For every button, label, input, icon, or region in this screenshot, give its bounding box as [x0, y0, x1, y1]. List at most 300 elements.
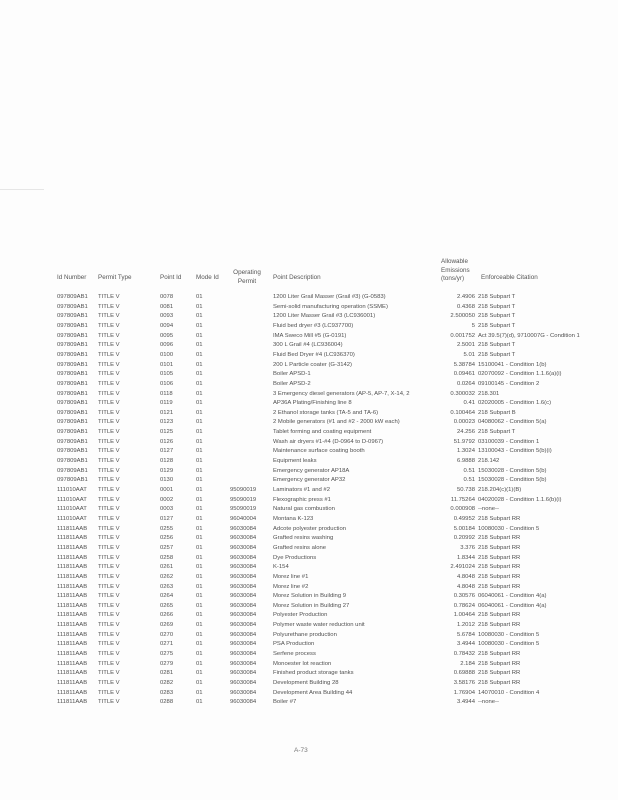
cell-allowable-emissions: 0.0264: [456, 380, 475, 387]
cell-permit-type: TITLE V: [98, 371, 120, 378]
cell-mode-id: 01: [196, 342, 203, 349]
cell-id-number: 111811AAB: [57, 583, 88, 590]
cell-allowable-emissions: 0.41: [463, 400, 475, 407]
cell-id-number: 097809AB1: [57, 400, 88, 407]
cell-point-description: Polyurethane production: [273, 631, 337, 638]
cell-allowable-emissions: 2.4906: [456, 294, 475, 300]
cell-point-description: Fluid Bed Dryer #4 (LC936370): [273, 351, 355, 358]
cell-point-description: Development Area Building 44: [273, 689, 353, 696]
cell-operating-permit: 96030084: [230, 689, 257, 696]
cell-id-number: 111010AAT: [57, 515, 87, 522]
header-mode-id: Mode Id: [196, 274, 219, 281]
table-row: [0, 438, 618, 446]
cell-enforceable-citation: 218 Subpart RR: [478, 583, 521, 590]
cell-point-id: 0003: [160, 506, 174, 513]
cell-point-description: Grafted resins washing: [273, 535, 334, 542]
cell-permit-type: TITLE V: [98, 448, 120, 455]
cell-allowable-emissions: 0.30576: [453, 593, 475, 600]
cell-point-description: Polymer waste water reduction unit: [273, 622, 365, 629]
cell-allowable-emissions: 0.100464: [450, 409, 475, 416]
cell-point-id: 0094: [160, 322, 174, 329]
margin-rule: [0, 189, 44, 190]
cell-point-id: 0261: [160, 564, 174, 571]
cell-permit-type: TITLE V: [98, 583, 120, 590]
cell-permit-type: TITLE V: [98, 467, 120, 474]
cell-id-number: 111811AAB: [57, 564, 88, 571]
cell-permit-type: TITLE V: [98, 680, 120, 686]
cell-allowable-emissions: 50.738: [456, 487, 475, 493]
cell-enforceable-citation: 13100043 - Condition 5(b)(i): [478, 448, 552, 455]
cell-operating-permit: 95090019: [230, 496, 257, 503]
cell-point-id: 0269: [160, 622, 174, 629]
cell-point-id: 0100: [160, 351, 174, 358]
cell-point-description: 2 Ethanol storage tanks (TA-5 and TA-6): [273, 409, 379, 416]
cell-point-id: 0130: [160, 477, 174, 484]
cell-allowable-emissions: 0.78432: [453, 651, 475, 658]
cell-allowable-emissions: 11.75264: [450, 496, 475, 503]
cell-operating-permit: 96030084: [230, 631, 257, 638]
cell-point-description: Emergency generator AP18A: [273, 467, 350, 474]
cell-id-number: 111811AAB: [57, 554, 88, 561]
cell-point-description: Monoester lot reaction: [273, 660, 332, 667]
cell-mode-id: 01: [196, 438, 203, 445]
table-row: [0, 544, 618, 552]
cell-point-id: 0271: [160, 641, 174, 648]
cell-point-id: 0128: [160, 458, 174, 465]
cell-point-id: 0093: [160, 313, 174, 320]
cell-enforceable-citation: --none--: [478, 506, 499, 513]
cell-id-number: 097809AB1: [57, 371, 88, 378]
cell-point-id: 0106: [160, 380, 174, 387]
cell-operating-permit: 96030084: [230, 525, 257, 532]
table-row: [0, 583, 618, 591]
cell-allowable-emissions: 4.8048: [456, 583, 475, 590]
cell-allowable-emissions: 51.9792: [453, 438, 475, 445]
cell-mode-id: 01: [196, 294, 203, 300]
cell-permit-type: TITLE V: [98, 506, 120, 513]
cell-mode-id: 01: [196, 631, 203, 638]
page-number: A-73: [294, 747, 308, 754]
cell-point-id: 0119: [160, 400, 173, 407]
cell-operating-permit: 96030084: [230, 612, 257, 619]
cell-enforceable-citation: 218 Subpart T: [478, 294, 516, 300]
cell-enforceable-citation: 218 Subpart T: [478, 351, 516, 358]
cell-mode-id: 01: [196, 506, 203, 513]
table-row: [0, 525, 618, 533]
cell-mode-id: 01: [196, 322, 203, 329]
cell-point-description: K-154: [273, 564, 289, 571]
cell-allowable-emissions: 5.6784: [456, 631, 475, 638]
cell-point-id: 0263: [160, 583, 174, 590]
cell-allowable-emissions: 24.256: [456, 429, 475, 436]
cell-permit-type: TITLE V: [98, 361, 120, 368]
table-row: [0, 380, 618, 388]
cell-allowable-emissions: 0.20992: [453, 535, 475, 542]
cell-point-id: 0264: [160, 593, 174, 600]
cell-mode-id: 01: [196, 660, 203, 667]
cell-operating-permit: 96030084: [230, 602, 257, 609]
cell-enforceable-citation: 218 Subpart RR: [478, 680, 521, 686]
cell-allowable-emissions: 0.69888: [453, 670, 475, 677]
cell-permit-type: TITLE V: [98, 390, 120, 397]
cell-id-number: 111811AAB: [57, 593, 88, 600]
cell-id-number: 097809AB1: [57, 419, 88, 426]
cell-mode-id: 01: [196, 332, 203, 339]
cell-mode-id: 01: [196, 651, 203, 658]
cell-permit-type: TITLE V: [98, 544, 120, 551]
table-row: [0, 457, 618, 465]
cell-point-description: Flexographic press #1: [273, 496, 331, 503]
cell-operating-permit: 96030084: [230, 641, 257, 648]
cell-point-description: AP36A Plating/Finishing line 8: [273, 400, 352, 407]
cell-id-number: 111811AAB: [57, 641, 88, 648]
cell-id-number: 097809AB1: [57, 313, 88, 320]
cell-point-id: 0266: [160, 612, 174, 619]
cell-enforceable-citation: 218 Subpart RR: [478, 515, 521, 522]
cell-enforceable-citation: 218 Subpart RR: [478, 573, 521, 580]
cell-point-description: Laminators #1 and #2: [273, 487, 330, 493]
cell-mode-id: 01: [196, 371, 203, 378]
cell-enforceable-citation: 218 Subpart RR: [478, 622, 521, 629]
cell-point-id: 0129: [160, 467, 174, 474]
cell-permit-type: TITLE V: [98, 622, 120, 629]
cell-point-description: Equipment leaks: [273, 458, 317, 465]
cell-operating-permit: 96030084: [230, 622, 257, 629]
cell-allowable-emissions: 2.491024: [450, 564, 475, 571]
cell-enforceable-citation: 218 Subpart RR: [478, 554, 521, 561]
table-row: [0, 554, 618, 562]
cell-operating-permit: 96030084: [230, 593, 257, 600]
cell-permit-type: TITLE V: [98, 458, 120, 465]
cell-operating-permit: 96030084: [230, 535, 257, 542]
table-row: [0, 660, 618, 668]
cell-point-id: 0105: [160, 371, 174, 378]
table-row: [0, 486, 618, 494]
cell-mode-id: 01: [196, 641, 203, 648]
header-id-number: Id Number: [57, 274, 87, 281]
cell-point-description: Finished product storage tanks: [273, 670, 354, 677]
table-row: [0, 293, 618, 301]
cell-enforceable-citation: 218.142: [478, 458, 500, 465]
cell-point-id: 0118: [160, 390, 173, 397]
cell-point-id: 0255: [160, 525, 174, 532]
cell-allowable-emissions: 0.78624: [453, 602, 475, 609]
cell-allowable-emissions: 2.500050: [450, 313, 475, 320]
table-row: [0, 390, 618, 398]
cell-id-number: 111010AAT: [57, 506, 87, 513]
cell-enforceable-citation: 15030028 - Condition 5(b): [478, 477, 547, 484]
cell-id-number: 111811AAB: [57, 699, 88, 706]
cell-allowable-emissions: 0.000908: [450, 506, 475, 513]
cell-permit-type: TITLE V: [98, 660, 120, 667]
cell-point-description: 1200 Liter Masser Grail #3 (LC936001): [273, 313, 376, 320]
table-header: [0, 258, 618, 292]
cell-enforceable-citation: 218 Subpart T: [478, 429, 516, 436]
table-row: [0, 351, 618, 359]
table-row: [0, 515, 618, 523]
cell-allowable-emissions: 0.00023: [453, 419, 475, 426]
cell-enforceable-citation: 218 Subpart RR: [478, 544, 521, 551]
cell-mode-id: 01: [196, 303, 203, 310]
cell-permit-type: TITLE V: [98, 400, 120, 407]
cell-id-number: 097809AB1: [57, 409, 88, 416]
cell-point-id: 0281: [160, 670, 174, 677]
cell-enforceable-citation: 218 Subpart T: [478, 303, 516, 310]
cell-mode-id: 01: [196, 467, 203, 474]
cell-id-number: 111811AAB: [57, 680, 88, 686]
cell-point-id: 0265: [160, 602, 174, 609]
cell-enforceable-citation: 09100145 - Condition 2: [478, 380, 540, 387]
cell-allowable-emissions: 2.184: [460, 660, 475, 667]
cell-mode-id: 01: [196, 380, 203, 387]
table-row: [0, 303, 618, 311]
cell-enforceable-citation: 02020005 - Condition 1.6(c): [478, 400, 552, 407]
cell-allowable-emissions: 0.51: [463, 467, 475, 474]
cell-permit-type: TITLE V: [98, 699, 120, 706]
cell-enforceable-citation: Act 39.5(7)(d), 9710007G - Condition 1: [478, 332, 580, 339]
table-row: [0, 602, 618, 610]
cell-point-id: 0257: [160, 544, 174, 551]
cell-point-description: 3 Emergency diesel generators (AP-5, AP-7, X-14, 2: [273, 390, 410, 397]
cell-permit-type: TITLE V: [98, 525, 120, 532]
cell-id-number: 097809AB1: [57, 351, 88, 358]
cell-permit-type: TITLE V: [98, 602, 120, 609]
cell-mode-id: 01: [196, 458, 203, 465]
cell-id-number: 097809AB1: [57, 332, 88, 339]
cell-operating-permit: 96030084: [230, 544, 257, 551]
cell-operating-permit: 96030084: [230, 660, 257, 667]
cell-id-number: 111811AAB: [57, 612, 88, 619]
cell-allowable-emissions: 4.8048: [456, 573, 475, 580]
cell-enforceable-citation: 04080062 - Condition 5(a): [478, 419, 547, 426]
cell-mode-id: 01: [196, 496, 203, 503]
cell-mode-id: 01: [196, 583, 203, 590]
cell-point-description: 300 L Grail #4 (LC936004): [273, 342, 343, 349]
cell-operating-permit: 96030084: [230, 564, 257, 571]
cell-point-id: 0282: [160, 680, 174, 686]
cell-enforceable-citation: 02070092 - Condition 1.1.6(a)(i): [478, 371, 562, 378]
cell-operating-permit: 95090019: [230, 487, 257, 493]
table-row: [0, 640, 618, 648]
cell-allowable-emissions: 0.4368: [456, 303, 475, 310]
table-row: [0, 361, 618, 369]
cell-point-description: Wash air dryers #1-#4 (D-0964 to D-0967): [273, 438, 384, 445]
cell-allowable-emissions: 3.376: [460, 544, 475, 551]
cell-enforceable-citation: 10080030 - Condition 5: [478, 641, 540, 648]
cell-allowable-emissions: 1.2012: [456, 622, 475, 629]
cell-point-id: 0096: [160, 342, 174, 349]
cell-point-description: Semi-solid manufacturing operation (SSME): [273, 303, 388, 310]
cell-permit-type: TITLE V: [98, 670, 120, 677]
cell-permit-type: TITLE V: [98, 554, 120, 561]
cell-allowable-emissions: 2.5001: [456, 342, 475, 349]
cell-point-id: 0123: [160, 419, 174, 426]
cell-enforceable-citation: 218 Subpart RR: [478, 660, 521, 667]
cell-enforceable-citation: 15100041 - Condition 1(b): [478, 361, 547, 368]
cell-point-id: 0262: [160, 573, 174, 580]
cell-point-description: Emergency generator AP32: [273, 477, 346, 484]
cell-enforceable-citation: 14070010 - Condition 4: [478, 689, 540, 696]
table-row: [0, 698, 618, 706]
cell-permit-type: TITLE V: [98, 419, 120, 426]
table-row: [0, 476, 618, 484]
cell-enforceable-citation: 218 Subpart RR: [478, 535, 521, 542]
cell-mode-id: 01: [196, 361, 203, 368]
cell-enforceable-citation: --none--: [478, 699, 499, 706]
cell-operating-permit: 96030084: [230, 670, 257, 677]
cell-allowable-emissions: 0.09461: [453, 371, 475, 378]
table-row: [0, 312, 618, 320]
cell-point-description: Natural gas combustion: [273, 506, 335, 513]
cell-point-description: Boiler APSD-2: [273, 380, 311, 387]
cell-mode-id: 01: [196, 680, 203, 686]
cell-permit-type: TITLE V: [98, 322, 120, 329]
cell-permit-type: TITLE V: [98, 294, 120, 300]
cell-point-id: 0258: [160, 554, 174, 561]
table-row: [0, 592, 618, 600]
cell-point-description: Maintenance surface coating booth: [273, 448, 365, 455]
cell-id-number: 097809AB1: [57, 448, 88, 455]
table-row: [0, 322, 618, 330]
cell-id-number: 111811AAB: [57, 689, 88, 696]
cell-id-number: 097809AB1: [57, 458, 88, 465]
header-point-id: Point Id: [160, 274, 182, 281]
cell-allowable-emissions: 0.49952: [453, 515, 475, 522]
cell-point-description: Boiler #7: [273, 699, 297, 706]
cell-permit-type: TITLE V: [98, 303, 120, 310]
cell-permit-type: TITLE V: [98, 496, 120, 503]
cell-enforceable-citation: 06040061 - Condition 4(a): [478, 602, 547, 609]
cell-operating-permit: 96040004: [230, 515, 257, 522]
table-row: [0, 621, 618, 629]
cell-allowable-emissions: 0.001752: [450, 332, 475, 339]
cell-permit-type: TITLE V: [98, 641, 120, 648]
table-row: [0, 341, 618, 349]
cell-allowable-emissions: 1.3024: [456, 448, 475, 455]
cell-point-description: Fluid bed dryer #3 (LC937700): [273, 322, 354, 329]
cell-mode-id: 01: [196, 554, 203, 561]
table-row: [0, 496, 618, 504]
cell-mode-id: 01: [196, 544, 203, 551]
cell-point-id: 0101: [160, 361, 174, 368]
cell-point-description: Development Building 28: [273, 680, 339, 686]
table-row: [0, 631, 618, 639]
header-allowable-emissions: Allowable Emissions (tons/yr): [441, 258, 470, 282]
cell-enforceable-citation: 10080030 - Condition 5: [478, 525, 540, 532]
table-row: [0, 505, 618, 513]
cell-mode-id: 01: [196, 525, 203, 532]
cell-enforceable-citation: 06040061 - Condition 4(a): [478, 593, 547, 600]
cell-permit-type: TITLE V: [98, 351, 120, 358]
cell-id-number: 111010AAT: [57, 487, 87, 493]
cell-point-id: 0127: [160, 448, 174, 455]
cell-id-number: 097809AB1: [57, 429, 88, 436]
cell-point-description: 2 Mobile generators (#1 and #2 - 2000 kW each): [273, 419, 400, 426]
cell-point-description: Morez Solution in Building 27: [273, 602, 350, 609]
cell-mode-id: 01: [196, 564, 203, 571]
cell-id-number: 111811AAB: [57, 631, 88, 638]
cell-point-id: 0121: [160, 409, 174, 416]
cell-point-description: 200 L Particle coater (G-3142): [273, 361, 353, 368]
cell-permit-type: TITLE V: [98, 612, 120, 619]
cell-id-number: 097809AB1: [57, 390, 88, 397]
cell-id-number: 097809AB1: [57, 294, 88, 300]
cell-id-number: 097809AB1: [57, 342, 88, 349]
table-row: [0, 447, 618, 455]
cell-mode-id: 01: [196, 487, 203, 493]
cell-allowable-emissions: 5.00184: [453, 525, 475, 532]
cell-point-id: 0001: [160, 487, 174, 493]
cell-id-number: 097809AB1: [57, 467, 88, 474]
cell-allowable-emissions: 1.00464: [453, 612, 475, 619]
cell-enforceable-citation: 10080030 - Condition 5: [478, 631, 540, 638]
cell-mode-id: 01: [196, 622, 203, 629]
cell-mode-id: 01: [196, 429, 203, 436]
cell-operating-permit: 96030084: [230, 680, 257, 686]
cell-allowable-emissions: 1.76904: [453, 689, 475, 696]
cell-point-id: 0095: [160, 332, 174, 339]
cell-permit-type: TITLE V: [98, 651, 120, 658]
cell-id-number: 111811AAB: [57, 525, 88, 532]
cell-id-number: 097809AB1: [57, 380, 88, 387]
cell-operating-permit: 96030084: [230, 651, 257, 658]
cell-id-number: 097809AB1: [57, 438, 88, 445]
cell-mode-id: 01: [196, 390, 203, 397]
cell-id-number: 111010AAT: [57, 496, 87, 503]
cell-point-description: PSA Production: [273, 641, 315, 648]
cell-mode-id: 01: [196, 612, 203, 619]
cell-permit-type: TITLE V: [98, 573, 120, 580]
cell-operating-permit: 96030084: [230, 573, 257, 580]
cell-point-id: 0125: [160, 429, 174, 436]
cell-mode-id: 01: [196, 535, 203, 542]
cell-point-description: Tablet forming and coating equipment: [273, 429, 372, 436]
cell-permit-type: TITLE V: [98, 313, 120, 320]
cell-point-description: 1200 Liter Grail Masser (Grail #3) (G-0583): [273, 294, 386, 300]
cell-mode-id: 01: [196, 699, 203, 706]
table-row: [0, 689, 618, 697]
table-row: [0, 409, 618, 417]
header-operating-permit: Operating Permit: [233, 269, 261, 285]
table-row: [0, 669, 618, 677]
cell-allowable-emissions: 0.51: [463, 477, 475, 484]
cell-mode-id: 01: [196, 670, 203, 677]
cell-id-number: 097809AB1: [57, 303, 88, 310]
cell-permit-type: TITLE V: [98, 631, 120, 638]
cell-mode-id: 01: [196, 313, 203, 320]
table-row: [0, 399, 618, 407]
cell-permit-type: TITLE V: [98, 342, 120, 349]
cell-point-description: Adcote polyester production: [273, 525, 347, 532]
cell-enforceable-citation: 218 Subpart T: [478, 322, 516, 329]
cell-id-number: 097809AB1: [57, 322, 88, 329]
table-row: [0, 563, 618, 571]
cell-permit-type: TITLE V: [98, 429, 120, 436]
cell-operating-permit: 96030084: [230, 699, 257, 706]
cell-mode-id: 01: [196, 477, 203, 484]
cell-mode-id: 01: [196, 400, 203, 407]
cell-permit-type: TITLE V: [98, 593, 120, 600]
cell-permit-type: TITLE V: [98, 515, 120, 522]
cell-point-id: 0002: [160, 496, 174, 503]
cell-allowable-emissions: 5.38784: [453, 361, 475, 368]
table-row: [0, 428, 618, 436]
cell-permit-type: TITLE V: [98, 564, 120, 571]
cell-permit-type: TITLE V: [98, 332, 120, 339]
cell-point-id: 0126: [160, 438, 174, 445]
table-row: [0, 611, 618, 619]
cell-point-id: 0275: [160, 651, 174, 658]
